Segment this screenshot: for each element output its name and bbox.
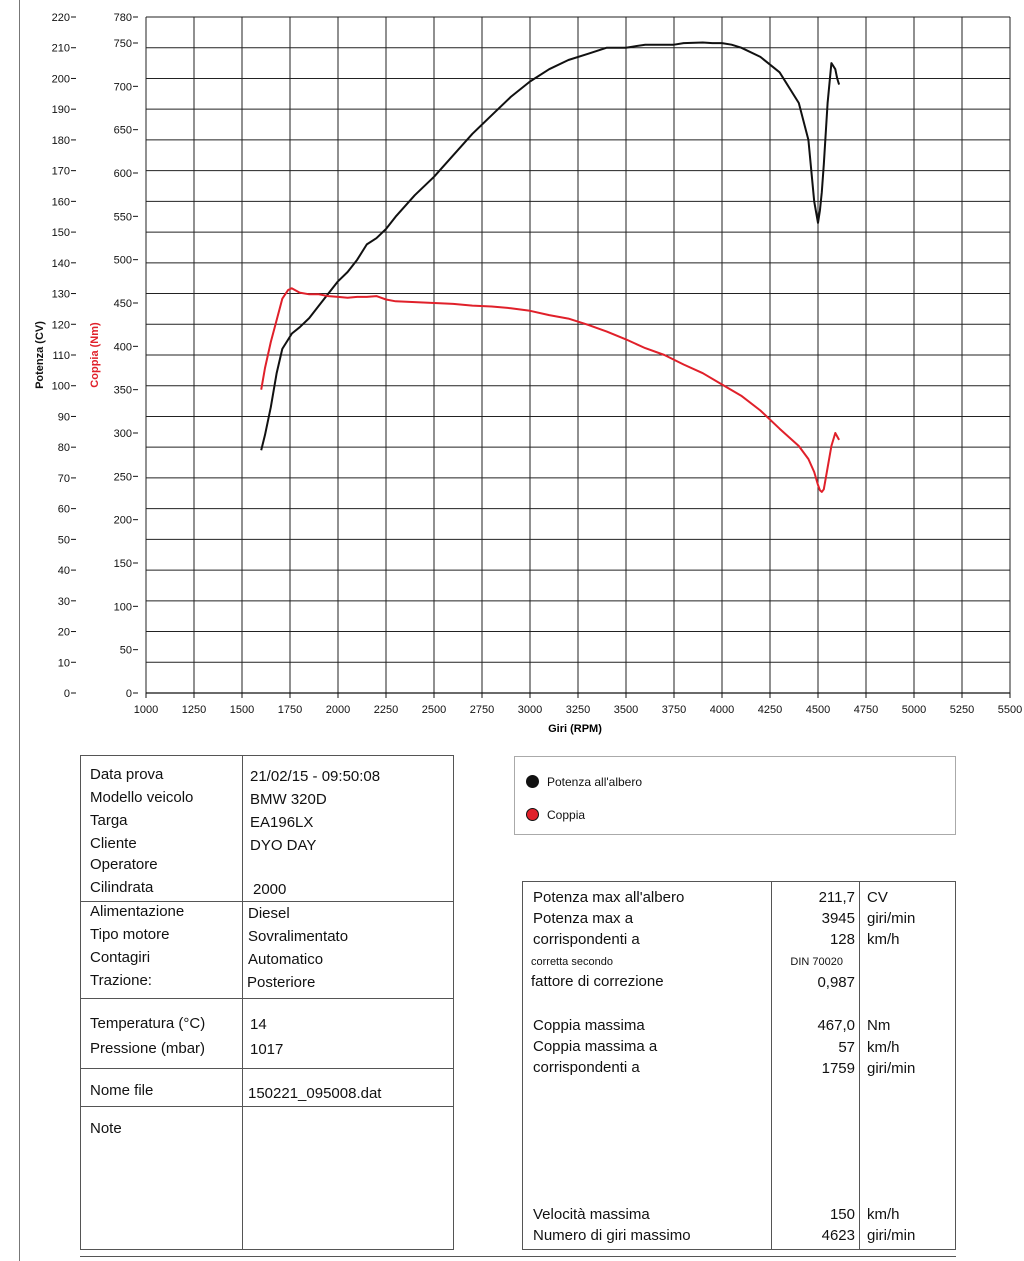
value-alimentazione: Diesel [248,905,290,922]
value-tipo-motore: Sovralimentato [248,928,349,945]
power-tick-label: 190 [51,104,70,117]
torque-tick-label: 300 [113,428,132,440]
chart-grid [146,17,1010,693]
x-tick-label: 5500 [997,704,1023,716]
power-axis-ticks [52,12,76,700]
label-coppia-corr: corrispondenti a [533,1059,640,1076]
power-tick-label: 140 [51,257,70,270]
torque-tick-label: 600 [113,168,132,180]
power-tick-label: 120 [51,319,70,332]
label-temperatura: Temperatura (°C) [90,1015,206,1032]
power-curve [261,43,839,451]
torque-tick-label: 650 [113,124,132,137]
label-targa: Targa [90,812,128,829]
torque-curve [261,288,839,492]
value-contagiri: Automatico [248,951,324,968]
label-alimentazione: Alimentazione [90,903,185,920]
torque-tick-label: 500 [113,254,132,267]
x-tick-label: 4250 [757,704,783,716]
power-tick-label: 50 [57,534,70,547]
legend-dot-torque [526,808,539,821]
x-tick-label: 3500 [613,704,639,716]
power-tick-label: 60 [57,503,70,516]
power-tick-label: 210 [51,42,70,55]
label-pressione: Pressione (mbar) [90,1040,206,1057]
torque-tick-label: 450 [113,298,132,310]
x-tick-label: 3000 [517,704,543,716]
torque-tick-label: 750 [113,38,132,50]
legend-panel [514,756,956,835]
x-tick-label: 1500 [229,704,255,716]
power-tick-label: 40 [57,565,70,578]
power-tick-label: 130 [51,288,70,301]
value-temperatura: 14 [250,1016,267,1033]
bottom-panel-edge [80,1256,956,1257]
value-trazione: Posteriore [247,974,316,991]
results-divider [859,882,860,1249]
label-cilindrata: Cilindrata [90,879,154,896]
x-tick-label: 3250 [565,704,591,716]
value-fattore: 0,987 [817,974,855,991]
info-separator [81,901,453,902]
x-tick-label: 2000 [325,704,351,716]
power-tick-label: 10 [57,657,70,670]
unit-coppia-corr: giri/min [867,1060,916,1077]
x-axis-title: Giri (RPM) [548,723,602,735]
power-tick-label: 220 [51,12,70,24]
torque-tick-label: 400 [113,341,132,354]
label-corretta: corretta secondo [531,956,613,968]
info-separator [81,1068,453,1069]
label-data-prova: Data prova [90,766,164,783]
torque-tick-label: 150 [113,558,132,570]
power-tick-label: 70 [57,472,70,485]
power-axis-title: Potenza (CV) [34,321,46,389]
label-contagiri: Contagiri [90,949,151,966]
x-tick-label: 3750 [661,704,687,716]
power-tick-label: 100 [51,380,70,393]
value-coppia-max-a: 57 [838,1039,855,1056]
value-coppia-corr: 1759 [821,1060,855,1077]
value-pot-max-a: 3945 [821,910,855,927]
x-tick-label: 1250 [181,704,207,716]
results-panel [522,881,956,1250]
power-tick-label: 150 [51,227,70,240]
label-nome-file: Nome file [90,1082,154,1099]
value-corretta: DIN 70020 [790,956,843,968]
value-corr-a: 128 [829,931,855,948]
label-coppia-max: Coppia massima [533,1017,645,1034]
power-tick-label: 160 [51,196,70,209]
legend-label-power: Potenza all'albero [547,775,643,789]
x-tick-label: 1000 [133,704,159,716]
power-tick-label: 20 [57,626,70,639]
value-cliente: DYO DAY [250,837,317,854]
label-coppia-max-a: Coppia massima a [533,1038,658,1055]
unit-giri-max: giri/min [867,1227,916,1244]
value-targa: EA196LX [250,814,314,831]
torque-tick-label: 0 [125,688,132,700]
torque-axis-title: Coppia (Nm) [89,322,101,388]
x-tick-label: 4750 [853,704,879,716]
value-giri-max: 4623 [821,1227,855,1244]
torque-axis-ticks [114,12,138,700]
label-fattore: fattore di correzione [531,973,664,990]
unit-pot-max-a: giri/min [867,910,916,927]
results-divider [771,882,772,1249]
value-nome-file: 150221_095008.dat [248,1085,382,1102]
power-tick-label: 80 [57,442,70,455]
label-tipo-motore: Tipo motore [90,926,170,943]
x-tick-label: 4000 [709,704,735,716]
info-separator [81,1106,453,1107]
x-tick-label: 2750 [469,704,495,716]
label-corr-a: corrispondenti a [533,931,640,948]
unit-corr-a: km/h [867,931,900,948]
value-pot-max: 211,7 [818,889,855,906]
label-vel-max: Velocità massima [533,1206,650,1223]
label-modello: Modello veicolo [90,789,194,806]
power-tick-label: 90 [57,411,70,424]
power-tick-label: 200 [51,73,70,86]
info-separator [81,998,453,999]
x-tick-label: 2250 [373,704,399,716]
test-info-panel [80,755,454,1250]
power-tick-label: 180 [51,134,70,147]
torque-tick-label: 780 [113,12,132,24]
power-tick-label: 30 [57,595,70,608]
unit-coppia-max-a: km/h [867,1039,900,1056]
series-layer [261,43,839,492]
label-trazione: Trazione: [90,972,152,989]
power-tick-label: 0 [63,688,70,700]
label-note: Note [90,1120,122,1137]
torque-tick-label: 350 [113,384,132,397]
value-pressione: 1017 [250,1041,284,1058]
label-giri-max: Numero di giri massimo [533,1227,691,1244]
power-tick-label: 110 [52,350,70,362]
value-data-prova: 21/02/15 - 09:50:08 [250,768,381,785]
torque-tick-label: 200 [113,514,132,527]
x-tick-label: 2500 [421,704,447,716]
page-margin-line [19,0,20,1261]
x-tick-label: 5000 [901,704,927,716]
unit-coppia-max: Nm [867,1017,891,1034]
x-tick-label: 5250 [949,704,975,716]
torque-tick-label: 250 [113,471,132,484]
info-divider [242,756,243,1249]
x-tick-label: 1750 [277,704,303,716]
unit-vel-max: km/h [867,1206,900,1223]
x-axis-ticks [134,693,1022,716]
legend-label-torque: Coppia [547,808,586,822]
x-tick-label: 4500 [805,704,831,716]
legend-dot-power [526,775,539,788]
label-cliente: Cliente [90,835,137,852]
label-pot-max-a: Potenza max a [533,910,634,927]
label-operatore: Operatore [90,856,158,873]
value-cilindrata: 2000 [253,881,287,898]
power-tick-label: 170 [51,165,70,178]
value-vel-max: 150 [829,1206,855,1223]
torque-tick-label: 50 [119,644,132,657]
torque-tick-label: 100 [113,601,132,614]
unit-pot-max: CV [867,889,888,906]
torque-tick-label: 700 [113,81,132,94]
torque-tick-label: 550 [113,211,132,224]
label-pot-max: Potenza max all'albero [533,889,685,906]
value-coppia-max: 467,0 [817,1017,855,1034]
value-modello: BMW 320D [250,791,327,808]
